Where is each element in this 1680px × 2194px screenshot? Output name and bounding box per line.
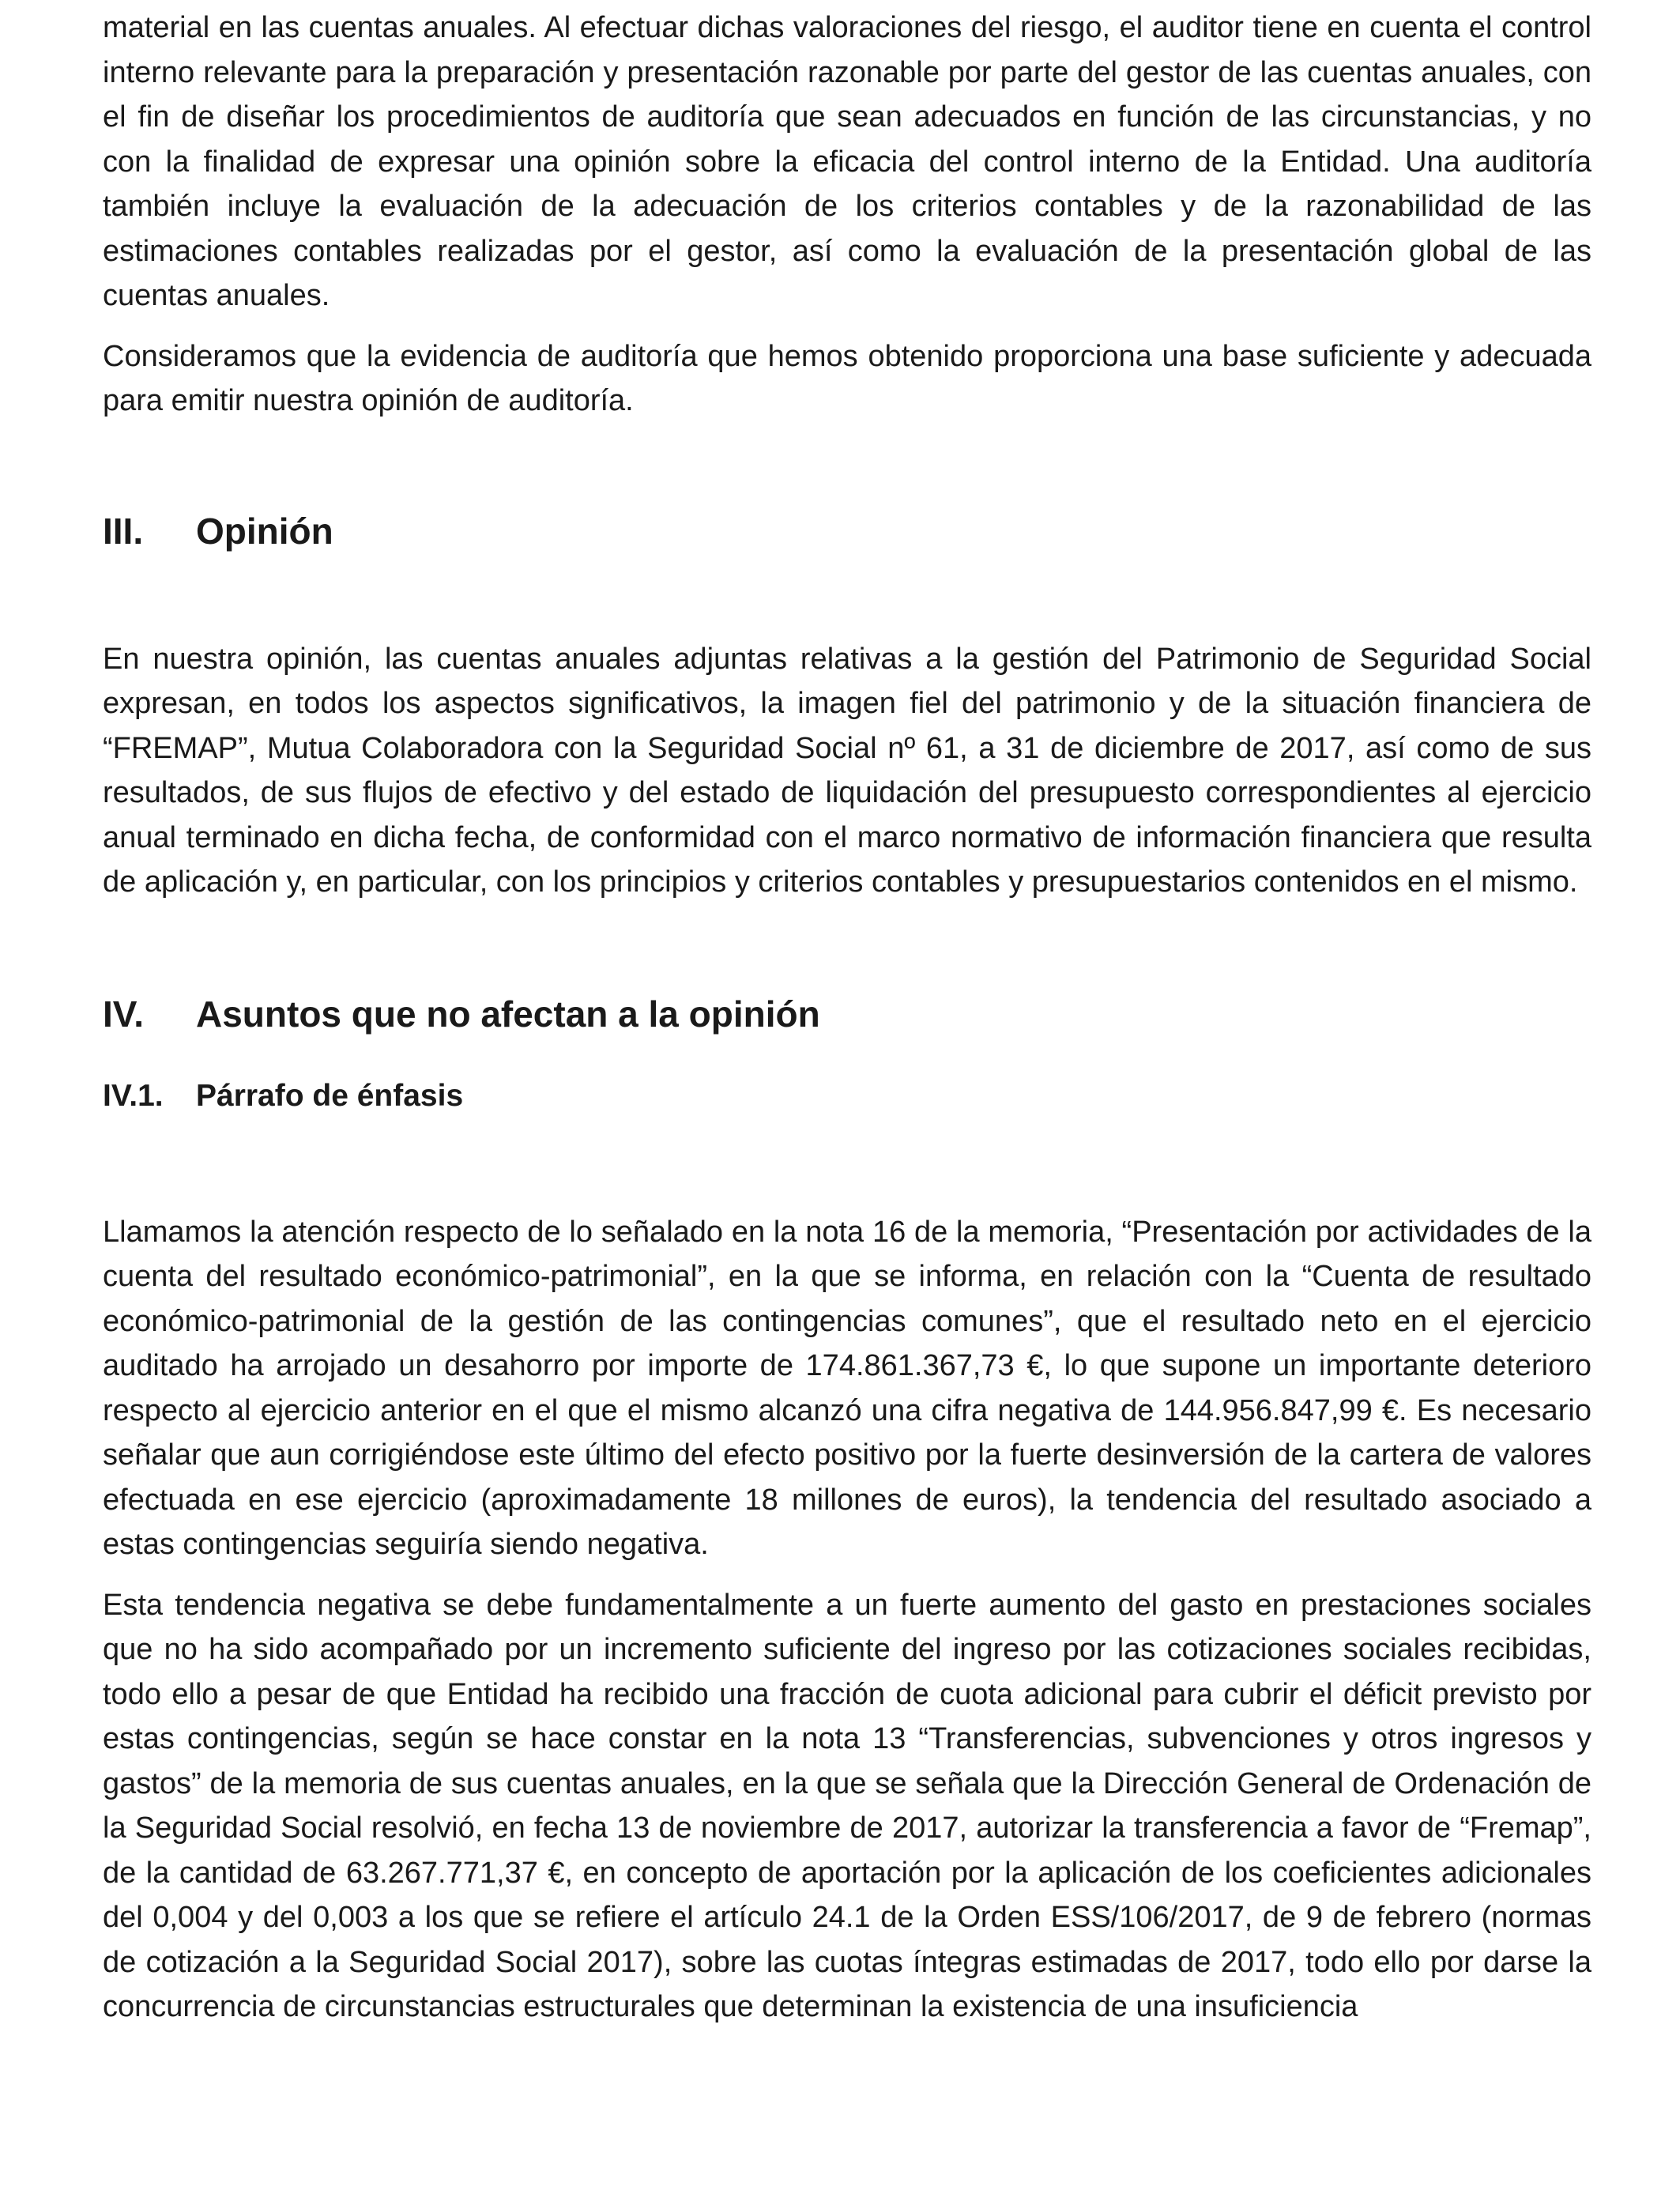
body-paragraph: material en las cuentas anuales. Al efectuar dichas valoraciones del riesgo, el auditor tiene en cuenta el control interno relevante para la preparación y presentación razonable por parte del gestor de las cuentas anuales, con el fin de diseñar los procedimientos de auditoría que sean adecuados en función de las circunstancias, y no con la finalidad de expresar una opinión sobre la eficacia del control interno de la Entidad. Una auditoría también incluye la evaluación de la adecuación de los criterios contables y de la razonabilidad de las estimaciones contables realizadas por el gestor, así como la evaluación de la presentación global de las cuentas anuales. [103,11,1591,312]
emphasis-paragraph: Llamamos la atención respecto de lo señalado en la nota 16 de la memoria, “Presentación por actividades de la cuenta del resultado económico-patrimonial”, en la que se informa, en relación con la “Cuenta de resultado económico-patrimonial de la gestión de las contingencias comunes”, que el resultado neto en el ejercicio auditado ha arrojado un desahorro por importe de 174.861.367,73 €, lo que supone un importante deterioro respecto al ejercicio anterior en el que el mismo alcanzó una cifra negativa de 144.956.847,99 €. Es necesario señalar que aun corrigiéndose este último del efecto positivo por la fuerte desinversión de la cartera de valores efectuada en ese ejercicio (aproximadamente 18 millones de euros), la tendencia del resultado asociado a estas contingencias seguiría siendo negativa. [103,1215,1591,1561]
document-page [103,0,1591,2030]
body-paragraph: Consideramos que la evidencia de auditoría que hemos obtenido proporciona una base suficiente y adecuada para emitir nuestra opinión de auditoría. [103,339,1591,417]
section-heading-opinion [103,507,1591,555]
emphasis-paragraph: Esta tendencia negativa se debe fundamentalmente a un fuerte aumento del gasto en prestaciones sociales que no ha sido acompañado por un incremento suficiente del ingreso por las cotizaciones sociales recibidas, todo ello a pesar de que Entidad ha recibido una fracción de cuota adicional para cubrir el déficit previsto por estas contingencias, según se hace constar en la nota 13 “Transferencias, subvenciones y otros ingresos y gastos” de la memoria de sus cuentas anuales, en la que se señala que la Dirección General de Ordenación de la Seguridad Social resolvió, en fecha 13 de noviembre de 2017, autorizar la transferencia a favor de “Fremap”, de la cantidad de 63.267.771,37 €, en concepto de aportación por la aplicación de los coeficientes adicionales del 0,004 y del 0,003 a los que se refiere el artículo 24.1 de la Orden ESS/106/2017, de 9 de febrero (normas de cotización a la Seguridad Social 2017), sobre las cuotas íntegras estimadas de 2017, todo ello por darse la concurrencia de circunstancias estructurales que determinan la existencia de una insuficiencia [103,1588,1591,2023]
subsection-title: Párrafo de énfasis [196,1078,464,1113]
section-title: Asuntos que no afectan a la opinión [196,993,820,1035]
section-number: III. [103,510,144,552]
section-number: IV. [103,993,145,1035]
subsection-number: IV.1. [103,1078,164,1113]
section-heading-other-matters [103,990,1591,1038]
subsection-heading-emphasis [103,1074,1591,1118]
section-title: Opinión [196,510,333,552]
opinion-paragraph: En nuestra opinión, las cuentas anuales adjuntas relativas a la gestión del Patrimonio de Seguridad Social expresan, en todos los aspectos significativos, la imagen fiel del patrimonio y de la situación financiera de “FREMAP”, Mutua Colaboradora con la Seguridad Social nº 61, a 31 de diciembre de 2017, así como de sus resultados, de sus flujos de efectivo y del estado de liquidación del presupuesto correspondientes al ejercicio anual terminado en dicha fecha, de conformidad con el marco normativo de información financiera que resulta de aplicación y, en particular, con los principios y criterios contables y presupuestarios contenidos en el mismo. [103,642,1591,899]
